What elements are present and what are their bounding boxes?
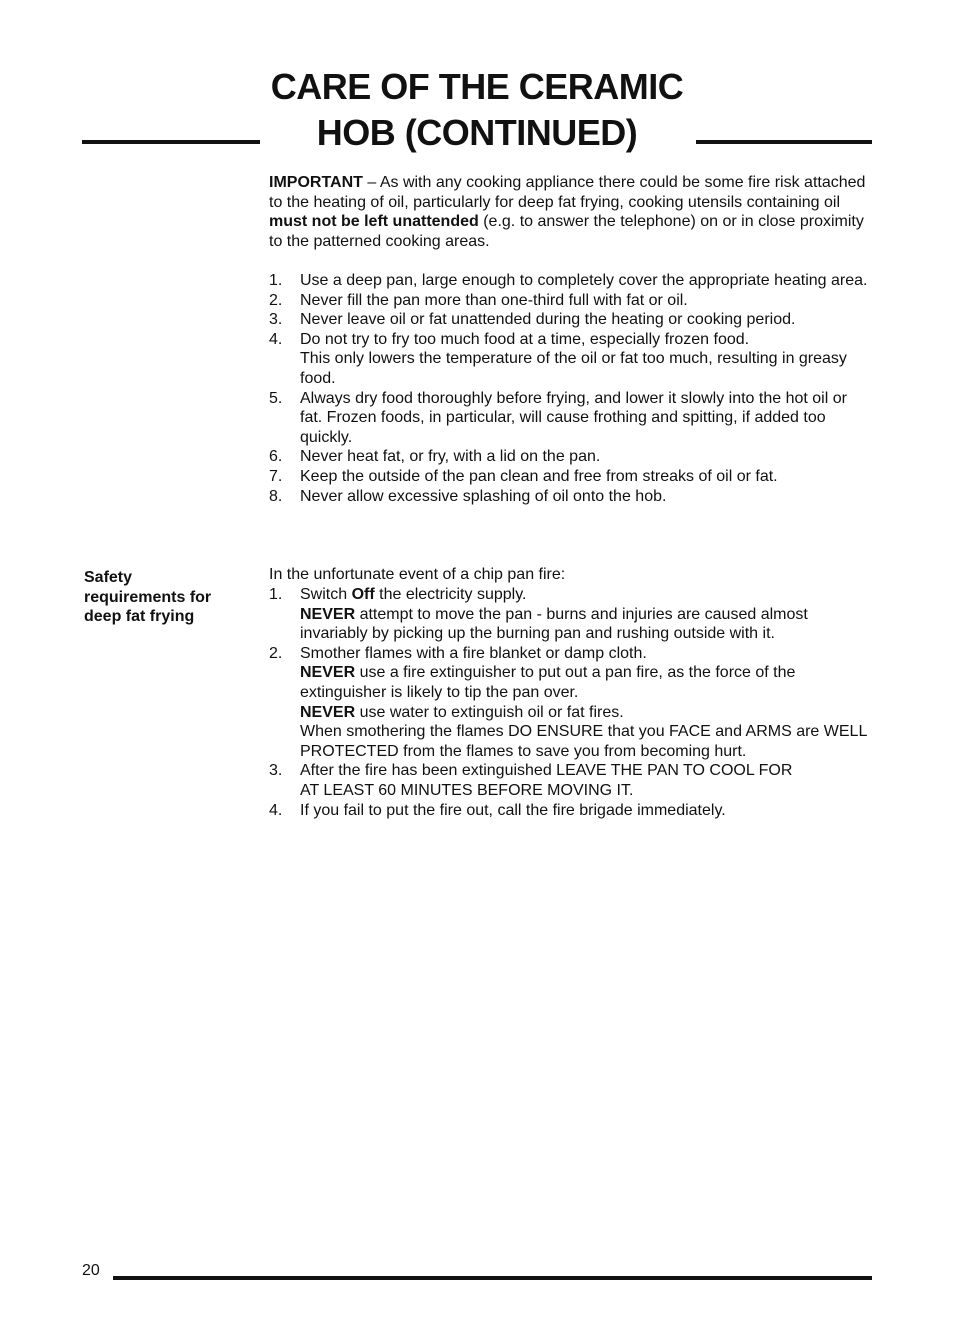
list-number: 4.: [269, 330, 283, 348]
list-text-continued: AT LEAST 60 MINUTES BEFORE MOVING IT.: [300, 781, 634, 799]
title-rule-right: [696, 140, 872, 144]
switch-text: Switch: [300, 586, 352, 603]
side-heading-line-2: requirements for: [84, 588, 212, 606]
page-title: [262, 64, 692, 156]
list-item: [269, 761, 869, 800]
list-text: After the fire has been extinguished LEAVE THE PAN TO COOL FOR: [300, 762, 793, 780]
side-heading: [84, 568, 244, 627]
list-number: 4.: [269, 801, 283, 819]
warning-detail: use water to extinguish oil or fat fires.: [355, 703, 624, 721]
side-heading-line-1: Safety: [84, 569, 133, 586]
footer-rule: [113, 1276, 872, 1280]
list-text: Do not try to fry too much food at a time, especially frozen food.: [300, 330, 750, 348]
list-number: 1.: [269, 272, 283, 289]
list-number: 8.: [269, 487, 283, 505]
list-text: Never allow excessive splashing of oil onto the hob.: [300, 487, 667, 505]
list-text: Never fill the pan more than one-third full with fat or oil.: [300, 291, 688, 309]
important-text-1: – As with any cooking appliance there could be some fire risk attached to the heating of oil, particularly for deep fat frying, cooking utensils containing oil: [269, 174, 866, 211]
switch-text-end: the electricity supply.: [374, 586, 527, 603]
list-number: 1.: [269, 586, 283, 603]
never-emphasis: NEVER: [300, 703, 356, 721]
title-line-2: HOB (CONTINUED): [316, 112, 638, 153]
important-text-2: (e.g. to answer the telephone) on or in close proximity to the patterned cooking areas.: [269, 213, 864, 250]
list-item: [269, 447, 869, 467]
list-number: 5.: [269, 389, 283, 407]
list-text-continued: This only lowers the temperature of the oil or fat too much, resulting in greasy food.: [300, 350, 847, 387]
list-number: 7.: [269, 467, 283, 485]
never-emphasis: NEVER: [300, 664, 356, 682]
important-emphasis: must not be left unattended: [269, 213, 479, 231]
list-item: [269, 644, 869, 762]
warning-detail: use a fire extinguisher to put out a pan fire, as the force of the extinguisher is likely to tip the pan over.: [300, 664, 796, 701]
list-item: [269, 330, 869, 389]
list-text: Smother flames with a fire blanket or damp cloth.: [300, 644, 647, 662]
list-number: 2.: [269, 644, 283, 662]
warning-text: [300, 703, 869, 723]
list-text: Keep the outside of the pan clean and free from streaks of oil or fat.: [300, 467, 778, 485]
list-item: [269, 801, 869, 821]
page-number: 20: [82, 1262, 100, 1279]
list-item: [269, 389, 869, 448]
list-item: [269, 291, 869, 311]
list-text: If you fail to put the fire out, call the fire brigade immediately.: [300, 801, 726, 819]
list-number: 2.: [269, 291, 283, 309]
title-line-1: CARE OF THE CERAMIC: [270, 66, 684, 107]
fire-intro: In the unfortunate event of a chip pan fire:: [269, 566, 566, 583]
list-number: 3.: [269, 311, 283, 329]
list-number: 6.: [269, 448, 283, 466]
important-label: IMPORTANT: [269, 174, 363, 191]
warning-text: [300, 663, 869, 702]
off-emphasis: Off: [351, 586, 375, 603]
list-item: [269, 467, 869, 487]
never-emphasis: NEVER: [300, 605, 356, 623]
warning-text: [300, 605, 869, 644]
list-number: 3.: [269, 762, 283, 780]
list-item: [269, 487, 869, 507]
important-notice: [269, 173, 869, 251]
frying-guidelines-list: [269, 271, 869, 506]
warning-detail: attempt to move the pan - burns and injuries are caused almost invariably by picking up the burning pan and rushing outside with it.: [300, 605, 808, 643]
list-item: [269, 585, 869, 644]
list-text: Always dry food thoroughly before frying, and lower it slowly into the hot oil or fat. Frozen foods, in particular, will cause frothing and spitting, if added too quickly.: [300, 389, 847, 446]
list-text: Never heat fat, or fry, with a lid on the pan.: [300, 448, 601, 466]
list-item: [269, 271, 869, 291]
list-item: [269, 310, 869, 330]
list-text: Use a deep pan, large enough to completely cover the appropriate heating area.: [300, 272, 868, 289]
protection-note: When smothering the flames DO ENSURE that you FACE and ARMS are WELL PROTECTED from the flames to save you from becoming hurt.: [300, 723, 867, 760]
list-text: Never leave oil or fat unattended during the heating or cooking period.: [300, 311, 796, 329]
list-text: [300, 585, 869, 605]
title-rule-left: [82, 140, 260, 144]
chip-pan-fire-list: [269, 585, 869, 820]
side-heading-line-3: deep fat frying: [84, 608, 195, 626]
